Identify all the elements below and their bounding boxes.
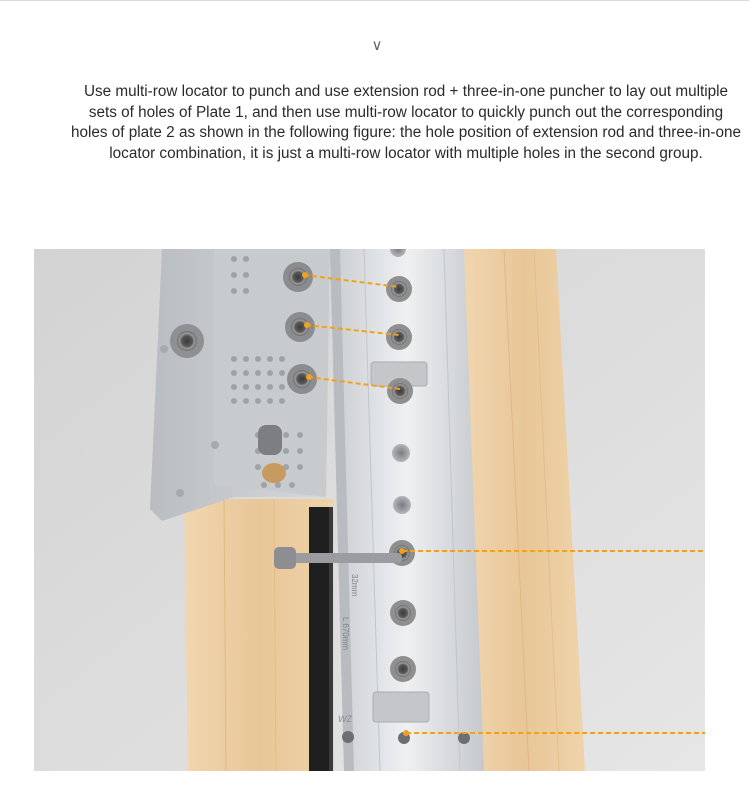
product-figure [34, 249, 705, 771]
stop-block [309, 507, 329, 771]
product-illustration [34, 249, 705, 771]
product-description: Use multi-row locator to punch and use extension rod + three-in-one puncher to lay out multiple sets of holes of Plate 1, and then use multi-row locator to quickly punch out the corresponding holes of plate 2 as shown in the following figure: the hole position of extension rod and three-in-one locator combination, it is just a multi-row locator with multiple holes in the second group. [70, 83, 742, 162]
rail-scale-length: L 670mm [341, 617, 350, 651]
chevron-down-icon[interactable]: ∨ [371, 37, 383, 54]
brand-mark: WZ [338, 714, 352, 724]
top-divider [0, 0, 749, 1]
rail-scale-32mm: 32mm [350, 574, 359, 597]
extension-rod [290, 553, 402, 563]
